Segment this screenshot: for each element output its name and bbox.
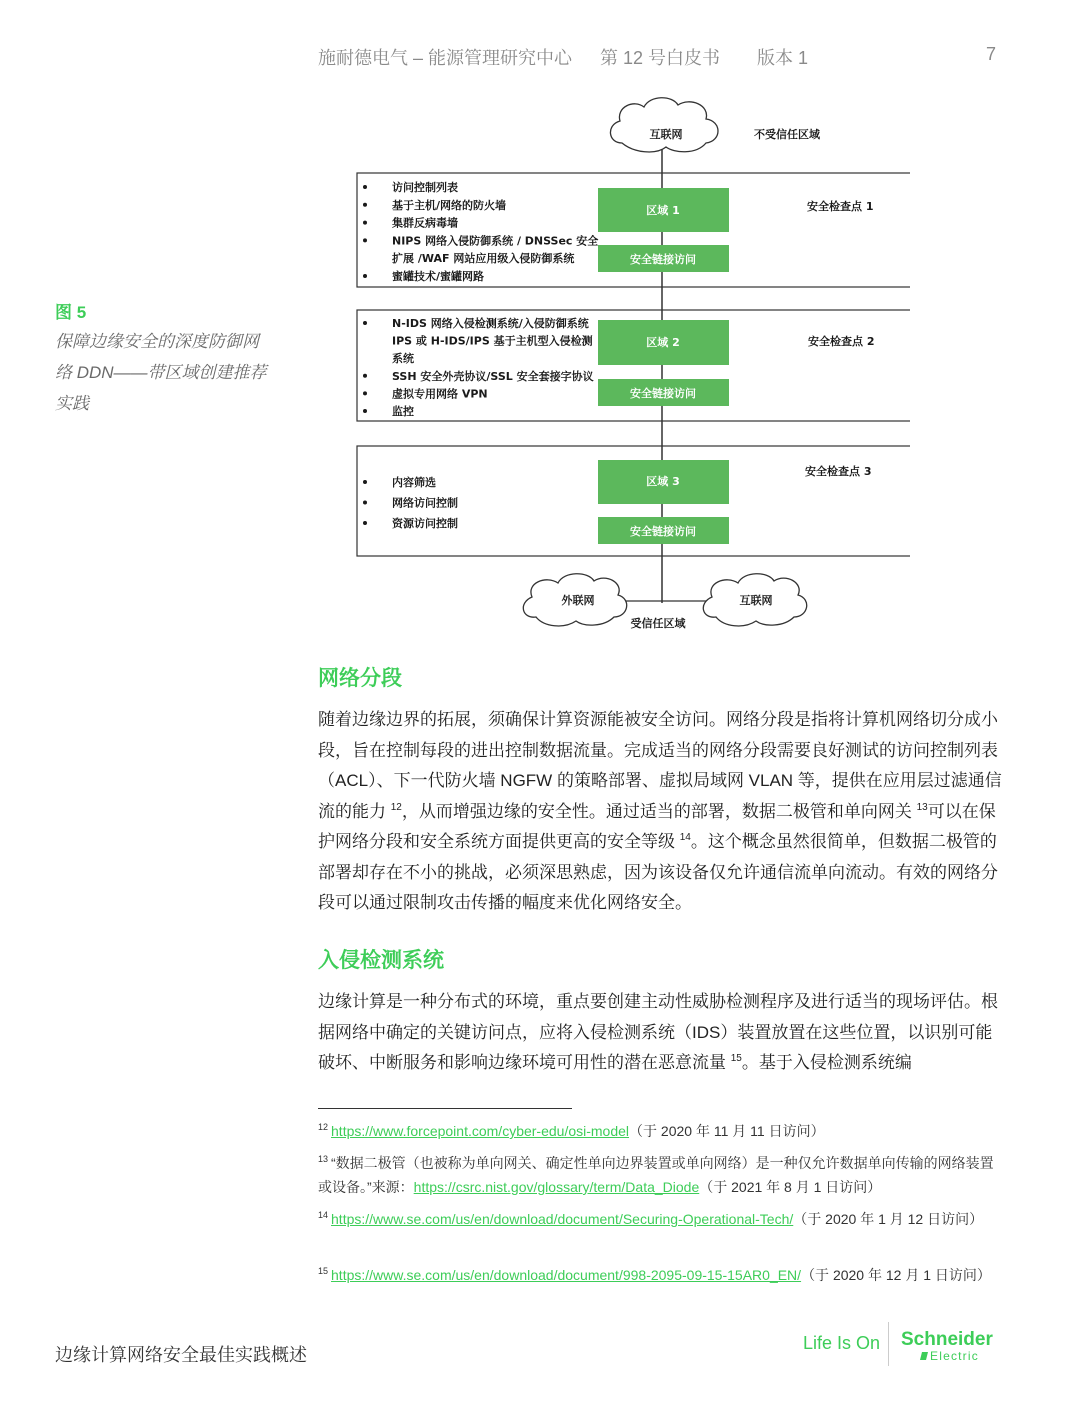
seg-text-3: 可以在保护网络分段和安全系统方面提供更高的安全等级 (318, 801, 996, 851)
footnote-14-number: 14 (318, 1210, 329, 1220)
cloud-internet-bottom (703, 574, 806, 626)
zone-1-item: NIPS 网络入侵防御系统 / DNSSec 安全 (392, 234, 599, 248)
seg-text-1: 随着边缘边界的拓展，须确保计算资源能被安全访问。网络分段是指将计算机网络切分成小段，旨在控制每段的进出控制数据流量。完成适当的网络分段需要良好测试的访问控制列表（ACL）、下一代防火墙 NGFW 的策略部署、虚拟局域网 VLAN 等，提供在应用层过滤通信流的能力 (318, 710, 1002, 821)
zone-1-bullet-icon (363, 274, 367, 278)
schneider-electric-logo (900, 1328, 1010, 1364)
footnote-15 (318, 1263, 998, 1287)
footnote-12 (318, 1119, 998, 1143)
section-body-segmentation (318, 705, 1008, 919)
life-is-on-tagline: Life Is On (803, 1333, 881, 1353)
checkpoint-1-label: 安全检查点 1 (807, 200, 874, 213)
footnote-14-link[interactable]: https://www.se.com/us/en/download/document/Securing-Operational-Tech/ (331, 1211, 794, 1227)
footnote-ref-14[interactable]: 14 (679, 832, 691, 843)
header-version: 版本 1 (757, 48, 809, 68)
figure-number: 图 5 (55, 303, 87, 322)
section-body-ids (318, 987, 1008, 1079)
zone-2-items (363, 316, 594, 418)
header-org: 施耐德电气 – 能源管理研究中心 (318, 48, 573, 68)
zone-2-item: 系统 (392, 352, 414, 366)
zone-2-item: IPS 或 H-IDS/IPS 基于主机型入侵检测 (392, 334, 593, 348)
footnote-13-pre: “数据二极管（也被称为单向网关、确定性单向边界装置或单向网络）是一种仅允许数据单向传输的网络装置或设备。”来源： (318, 1155, 994, 1195)
zone-3-label: 区域 3 (646, 475, 680, 488)
footnote-12-link[interactable]: https://www.forcepoint.com/cyber-edu/osi-model (331, 1123, 630, 1139)
ids-paragraph (318, 987, 1008, 1079)
footnote-ref-12[interactable]: 12 (390, 801, 402, 813)
zone-3-item: 内容筛选 (392, 476, 436, 489)
seg-text-4: 。这个概念虽然很简单，但数据二极管的部署却存在不小的挑战，必须深思熟虑，因为该设备仅允许通信流单向流动。有效的网络分段可以通过限制攻击传播的幅度来优化网络安全。 (318, 832, 998, 912)
cloud-extranet-label: 外联网 (561, 594, 595, 607)
zone-1-link-label: 安全链接访问 (630, 253, 696, 266)
ids-text-2: 。基于入侵检测系统编 (741, 1053, 912, 1072)
zone-2-label: 区域 2 (646, 336, 680, 349)
page-number: 7 (986, 44, 997, 64)
zone-2-bullet-icon (363, 409, 367, 413)
zone-3-link-label: 安全链接访问 (630, 525, 696, 538)
zone-1-bullet-icon (363, 238, 367, 242)
checkpoint-3-label: 安全检查点 3 (805, 465, 872, 478)
footnote-15-post: （于 2020 年 12 月 1 日访问） (801, 1267, 991, 1283)
zone-1-items (363, 180, 598, 283)
footnote-14-post: （于 2020 年 1 月 12 日访问） (793, 1211, 984, 1227)
zone-2-item: 虚拟专用网络 VPN (392, 387, 488, 401)
zone-3-items (363, 475, 458, 530)
footnote-15-number: 15 (318, 1266, 329, 1276)
footnote-ref-15[interactable]: 15 (730, 1053, 742, 1064)
zone-1-bullet-icon (363, 185, 367, 189)
section-heading-segmentation: 网络分段 (318, 667, 402, 690)
footnote-divider (318, 1108, 572, 1109)
cloud-internet-top-label: 互联网 (649, 128, 683, 141)
footnote-12-post: （于 2020 年 11 月 11 日访问） (629, 1123, 825, 1139)
footnote-15-link[interactable]: https://www.se.com/us/en/download/document/998-2095-09-15-15AR0_EN/ (331, 1267, 802, 1283)
segmentation-paragraph (318, 705, 1008, 919)
zone-1-item: 基于主机/网络的防火墙 (392, 198, 507, 212)
zone-2-link-label: 安全链接访问 (630, 387, 696, 400)
zone-2-item: 监控 (392, 405, 414, 418)
checkpoint-2-label: 安全检查点 2 (808, 335, 875, 348)
zone-1-bullet-icon (363, 221, 367, 225)
cloud-internet-bottom-label: 互联网 (739, 594, 773, 607)
header-paper: 第 12 号白皮书 (600, 48, 721, 68)
seg-text-2: ，从而增强边缘的安全性。通过适当的部署，数据二极管和单向网关 (401, 801, 912, 821)
footnote-13-link[interactable]: https://csrc.nist.gov/glossary/term/Data_Diode (413, 1179, 700, 1195)
zone-3-bullet-icon (363, 501, 367, 505)
zone-3-bullet-icon (363, 480, 367, 484)
zone-2-bullet-icon (363, 374, 367, 378)
ids-text-1: 边缘计算是一种分布式的环境，重点要创建主动性威胁检测程序及进行适当的现场评估。根据网络中确定的关键访问点，应将入侵检测系统（IDS）装置放置在这些位置，以识别可能破坏、中断服务和影响边缘环境可用性的潜在恶意流量 (318, 992, 998, 1072)
footnote-ref-13[interactable]: 13 (916, 801, 928, 813)
zone-1-item: 蜜罐技术/蜜罐网路 (392, 270, 485, 283)
zone-1-bullet-icon (363, 203, 367, 207)
zone-1-item: 扩展 /WAF 网站应用级入侵防御系统 (392, 252, 575, 266)
footnote-12-number: 12 (318, 1122, 329, 1132)
logo-word-electric: Electric (930, 1349, 979, 1363)
zone-2-item: N-IDS 网络入侵检测系统/入侵防御系统 (392, 317, 589, 330)
zone-2-bullet-icon (363, 391, 367, 395)
zone-1-label: 区域 1 (646, 204, 680, 217)
ddn-diagram (350, 95, 910, 640)
untrusted-zone-label: 不受信任区域 (754, 128, 820, 141)
zone-3-item: 资源访问控制 (392, 517, 458, 530)
section-heading-ids: 入侵检测系统 (318, 949, 444, 972)
logo-mark-icon (920, 1352, 928, 1360)
zone-1-item: 访问控制列表 (392, 181, 458, 194)
figure-caption: 保障边缘安全的深度防御网络 DDN——带区域创建推荐实践 (55, 332, 267, 413)
footer-doc-title: 边缘计算网络安全最佳实践概述 (55, 1345, 307, 1365)
zone-2-item: SSH 安全外壳协议/SSL 安全套接字协议 (392, 369, 594, 383)
zone-1-item: 集群反病毒墙 (392, 216, 458, 230)
footnote-13-number: 13 (318, 1154, 329, 1164)
zone-3-bullet-icon (363, 521, 367, 525)
trusted-zone-label: 受信任区域 (630, 617, 686, 630)
footnote-13-post: （于 2021 年 8 月 1 日访问） (699, 1179, 882, 1195)
cloud-internet-top (610, 98, 718, 152)
logo-word-schneider: Schneider (901, 1329, 993, 1350)
zone-2-bullet-icon (363, 321, 367, 325)
footnote-13 (318, 1151, 998, 1199)
footnote-14 (318, 1207, 998, 1231)
logo-divider (888, 1322, 889, 1366)
cloud-extranet (523, 574, 626, 626)
zone-3-item: 网络访问控制 (392, 496, 458, 510)
